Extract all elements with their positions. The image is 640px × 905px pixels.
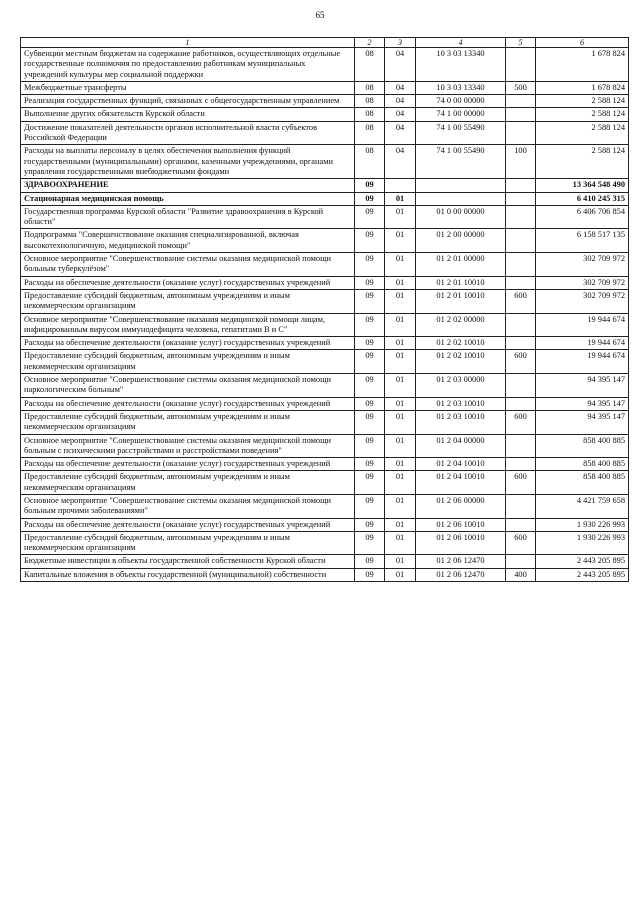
table-row	[21, 518, 629, 531]
cell-amount: 1 678 824	[536, 81, 629, 94]
cell-target-article: 01 2 00 00000	[416, 229, 506, 253]
cell-target-article: 01 2 01 00000	[416, 253, 506, 277]
cell-expense-type	[506, 397, 536, 410]
cell-name: Основное мероприятие "Совершенствование системы оказания медицинской помощи больным прочими заболеваниями"	[21, 494, 355, 518]
cell-amount: 94 395 147	[536, 397, 629, 410]
cell-amount: 2 588 124	[536, 95, 629, 108]
cell-section: 09	[355, 494, 385, 518]
cell-expense-type	[506, 48, 536, 82]
cell-expense-type	[506, 121, 536, 145]
cell-target-article: 01 2 06 12470	[416, 568, 506, 581]
cell-name: Расходы на обеспечение деятельности (оказание услуг) государственных учреждений	[21, 518, 355, 531]
cell-expense-type: 600	[506, 410, 536, 434]
cell-subsection: 04	[385, 95, 416, 108]
cell-target-article: 10 3 03 13340	[416, 48, 506, 82]
cell-amount: 2 588 124	[536, 108, 629, 121]
cell-section: 09	[355, 253, 385, 277]
cell-amount: 302 709 972	[536, 289, 629, 313]
cell-subsection: 01	[385, 350, 416, 374]
cell-amount: 858 400 885	[536, 471, 629, 495]
cell-subsection	[385, 179, 416, 192]
cell-amount: 19 944 674	[536, 350, 629, 374]
col-header-name: 1	[21, 38, 355, 48]
cell-target-article: 01 2 02 10010	[416, 350, 506, 374]
table-row	[21, 374, 629, 398]
cell-name: Выполнение других обязательств Курской области	[21, 108, 355, 121]
cell-amount: 2 588 124	[536, 145, 629, 179]
table-row	[21, 434, 629, 458]
cell-subsection: 01	[385, 494, 416, 518]
cell-subsection: 04	[385, 108, 416, 121]
cell-section: 09	[355, 518, 385, 531]
cell-target-article: 74 0 00 00000	[416, 95, 506, 108]
col-header-expense-type: 5	[506, 38, 536, 48]
table-row	[21, 568, 629, 581]
cell-subsection: 04	[385, 121, 416, 145]
col-header-target-article: 4	[416, 38, 506, 48]
cell-target-article: 01 2 04 00000	[416, 434, 506, 458]
cell-amount: 858 400 885	[536, 434, 629, 458]
cell-target-article: 01 0 00 00000	[416, 205, 506, 229]
cell-subsection: 01	[385, 289, 416, 313]
table-row	[21, 108, 629, 121]
cell-name: Расходы на обеспечение деятельности (оказание услуг) государственных учреждений	[21, 397, 355, 410]
cell-section: 09	[355, 205, 385, 229]
cell-expense-type	[506, 205, 536, 229]
cell-amount: 302 709 972	[536, 276, 629, 289]
cell-expense-type	[506, 253, 536, 277]
cell-target-article: 01 2 03 10010	[416, 397, 506, 410]
table-row	[21, 350, 629, 374]
cell-target-article: 01 2 01 10010	[416, 289, 506, 313]
table-row	[21, 410, 629, 434]
cell-section: 09	[355, 229, 385, 253]
cell-section: 08	[355, 145, 385, 179]
cell-name: Стационарная медицинская помощь	[21, 192, 355, 205]
cell-name: Подпрограмма "Совершенствование оказания специализированной, включая высокотехнологичную, медицинской помощи"	[21, 229, 355, 253]
cell-name: Субвенции местным бюджетам на содержание работников, осуществляющих отдельные государственные полномочия по предоставлению работникам муниципальных учреждений культуры мер социальной поддержки	[21, 48, 355, 82]
cell-section: 08	[355, 48, 385, 82]
cell-expense-type	[506, 555, 536, 568]
cell-amount: 1 678 824	[536, 48, 629, 82]
cell-subsection: 01	[385, 253, 416, 277]
cell-section: 09	[355, 458, 385, 471]
cell-subsection: 01	[385, 531, 416, 555]
cell-target-article: 01 2 03 10010	[416, 410, 506, 434]
cell-section: 09	[355, 374, 385, 398]
cell-subsection: 01	[385, 434, 416, 458]
table-row	[21, 397, 629, 410]
cell-expense-type: 600	[506, 350, 536, 374]
cell-name: Межбюджетные трансферты	[21, 81, 355, 94]
cell-subsection: 01	[385, 555, 416, 568]
cell-name: Предоставление субсидий бюджетным, автономным учреждениям и иным некоммерческим организациям	[21, 289, 355, 313]
cell-name: Предоставление субсидий бюджетным, автономным учреждениям и иным некоммерческим организациям	[21, 471, 355, 495]
cell-target-article: 01 2 06 12470	[416, 555, 506, 568]
cell-name: Расходы на обеспечение деятельности (оказание услуг) государственных учреждений	[21, 458, 355, 471]
cell-section: 08	[355, 108, 385, 121]
cell-amount: 2 588 124	[536, 121, 629, 145]
cell-name: Основное мероприятие "Совершенствование системы оказания медицинской помощи наркологическим больным"	[21, 374, 355, 398]
cell-section: 09	[355, 568, 385, 581]
table-row	[21, 313, 629, 337]
table-row	[21, 179, 629, 192]
cell-expense-type	[506, 494, 536, 518]
cell-amount: 13 364 548 490	[536, 179, 629, 192]
cell-name: Государственная программа Курской области "Развитие здравоохранения в Курской области"	[21, 205, 355, 229]
cell-target-article: 74 1 00 55490	[416, 145, 506, 179]
cell-target-article: 01 2 06 00000	[416, 494, 506, 518]
cell-name: Бюджетные инвестиции в объекты государственной собственности Курской области	[21, 555, 355, 568]
table-row	[21, 276, 629, 289]
cell-expense-type	[506, 179, 536, 192]
cell-amount: 94 395 147	[536, 374, 629, 398]
cell-section: 09	[355, 350, 385, 374]
cell-expense-type: 400	[506, 568, 536, 581]
cell-expense-type	[506, 518, 536, 531]
table-row	[21, 121, 629, 145]
cell-expense-type: 500	[506, 81, 536, 94]
cell-name: ЗДРАВООХРАНЕНИЕ	[21, 179, 355, 192]
cell-amount: 19 944 674	[536, 313, 629, 337]
col-header-amount: 6	[536, 38, 629, 48]
cell-section: 09	[355, 179, 385, 192]
cell-subsection: 01	[385, 192, 416, 205]
cell-subsection: 01	[385, 458, 416, 471]
table-row	[21, 95, 629, 108]
cell-section: 09	[355, 276, 385, 289]
cell-amount: 858 400 885	[536, 458, 629, 471]
cell-target-article: 01 2 06 10010	[416, 531, 506, 555]
cell-expense-type: 600	[506, 531, 536, 555]
cell-subsection: 01	[385, 276, 416, 289]
cell-subsection: 01	[385, 410, 416, 434]
cell-name: Капитальные вложения в объекты государственной (муниципальной) собственности	[21, 568, 355, 581]
cell-expense-type: 600	[506, 289, 536, 313]
cell-section: 09	[355, 531, 385, 555]
cell-name: Предоставление субсидий бюджетным, автономным учреждениям и иным некоммерческим организациям	[21, 410, 355, 434]
cell-section: 09	[355, 337, 385, 350]
cell-name: Основное мероприятие "Совершенствование оказания медицинской помощи лицам, инфицированным вирусом иммунодефицита человека, гепатитами В и С"	[21, 313, 355, 337]
cell-expense-type	[506, 313, 536, 337]
cell-name: Достижение показателей деятельности органов исполнительной власти субъектов Российской Федерации	[21, 121, 355, 145]
cell-name: Предоставление субсидий бюджетным, автономным учреждениям и иным некоммерческим организациям	[21, 531, 355, 555]
cell-amount: 6 158 517 135	[536, 229, 629, 253]
cell-target-article: 74 1 00 00000	[416, 108, 506, 121]
cell-target-article: 74 1 00 55490	[416, 121, 506, 145]
cell-subsection: 01	[385, 568, 416, 581]
cell-subsection: 01	[385, 337, 416, 350]
cell-amount: 302 709 972	[536, 253, 629, 277]
table-row	[21, 289, 629, 313]
cell-target-article: 10 3 03 13340	[416, 81, 506, 94]
table-row	[21, 192, 629, 205]
cell-name: Реализация государственных функций, связанных с общегосударственным управлением	[21, 95, 355, 108]
cell-name: Расходы на обеспечение деятельности (оказание услуг) государственных учреждений	[21, 276, 355, 289]
table-row	[21, 205, 629, 229]
cell-subsection: 01	[385, 229, 416, 253]
cell-amount: 94 395 147	[536, 410, 629, 434]
cell-target-article: 01 2 04 10010	[416, 471, 506, 495]
col-header-section: 2	[355, 38, 385, 48]
cell-expense-type	[506, 229, 536, 253]
cell-expense-type: 600	[506, 471, 536, 495]
cell-subsection: 01	[385, 518, 416, 531]
cell-expense-type	[506, 192, 536, 205]
cell-section: 09	[355, 313, 385, 337]
cell-expense-type	[506, 374, 536, 398]
cell-target-article: 01 2 02 00000	[416, 313, 506, 337]
cell-section: 09	[355, 471, 385, 495]
cell-expense-type	[506, 337, 536, 350]
table-row	[21, 494, 629, 518]
col-header-subsection: 3	[385, 38, 416, 48]
cell-amount: 1 930 226 993	[536, 531, 629, 555]
cell-name: Расходы на выплаты персоналу в целях обеспечения выполнения функций государственными (муниципальными) органами, казенными учреждениями, органами управления государственными внебюджетными фондами	[21, 145, 355, 179]
table-row	[21, 229, 629, 253]
cell-subsection: 01	[385, 374, 416, 398]
cell-section: 09	[355, 397, 385, 410]
cell-amount: 2 443 205 895	[536, 555, 629, 568]
cell-subsection: 04	[385, 81, 416, 94]
table-body	[21, 48, 629, 582]
page-number: 65	[315, 10, 325, 20]
cell-section: 09	[355, 434, 385, 458]
cell-target-article: 01 2 03 00000	[416, 374, 506, 398]
cell-name: Основное мероприятие "Совершенствование системы оказания медицинской помощи больным с психическими расстройствами и расстройствами поведения"	[21, 434, 355, 458]
cell-target-article	[416, 192, 506, 205]
cell-target-article: 01 2 02 10010	[416, 337, 506, 350]
cell-amount: 4 421 759 658	[536, 494, 629, 518]
cell-expense-type	[506, 434, 536, 458]
cell-amount: 19 944 674	[536, 337, 629, 350]
table-row	[21, 253, 629, 277]
cell-target-article: 01 2 04 10010	[416, 458, 506, 471]
cell-expense-type	[506, 458, 536, 471]
cell-section: 08	[355, 81, 385, 94]
cell-target-article: 01 2 01 10010	[416, 276, 506, 289]
table-row	[21, 81, 629, 94]
cell-section: 09	[355, 289, 385, 313]
budget-table	[20, 37, 629, 582]
cell-subsection: 01	[385, 397, 416, 410]
table-row	[21, 337, 629, 350]
cell-target-article: 01 2 06 10010	[416, 518, 506, 531]
cell-amount: 6 410 245 315	[536, 192, 629, 205]
cell-section: 08	[355, 95, 385, 108]
cell-expense-type	[506, 108, 536, 121]
table-row	[21, 471, 629, 495]
cell-section: 08	[355, 121, 385, 145]
header-row	[21, 38, 629, 48]
table-row	[21, 48, 629, 82]
cell-target-article	[416, 179, 506, 192]
cell-expense-type: 100	[506, 145, 536, 179]
cell-subsection: 01	[385, 471, 416, 495]
cell-section: 09	[355, 192, 385, 205]
table-row	[21, 145, 629, 179]
table-row	[21, 458, 629, 471]
cell-expense-type	[506, 95, 536, 108]
cell-amount: 2 443 205 895	[536, 568, 629, 581]
cell-section: 09	[355, 555, 385, 568]
table-row	[21, 555, 629, 568]
cell-amount: 1 930 226 993	[536, 518, 629, 531]
cell-expense-type	[506, 276, 536, 289]
cell-subsection: 01	[385, 205, 416, 229]
cell-section: 09	[355, 410, 385, 434]
cell-name: Расходы на обеспечение деятельности (оказание услуг) государственных учреждений	[21, 337, 355, 350]
cell-subsection: 04	[385, 48, 416, 82]
cell-subsection: 01	[385, 313, 416, 337]
cell-amount: 6 406 706 854	[536, 205, 629, 229]
cell-name: Предоставление субсидий бюджетным, автономным учреждениям и иным некоммерческим организациям	[21, 350, 355, 374]
table-row	[21, 531, 629, 555]
cell-subsection: 04	[385, 145, 416, 179]
cell-name: Основное мероприятие "Совершенствование системы оказания медицинской помощи больным туберкулёзом"	[21, 253, 355, 277]
